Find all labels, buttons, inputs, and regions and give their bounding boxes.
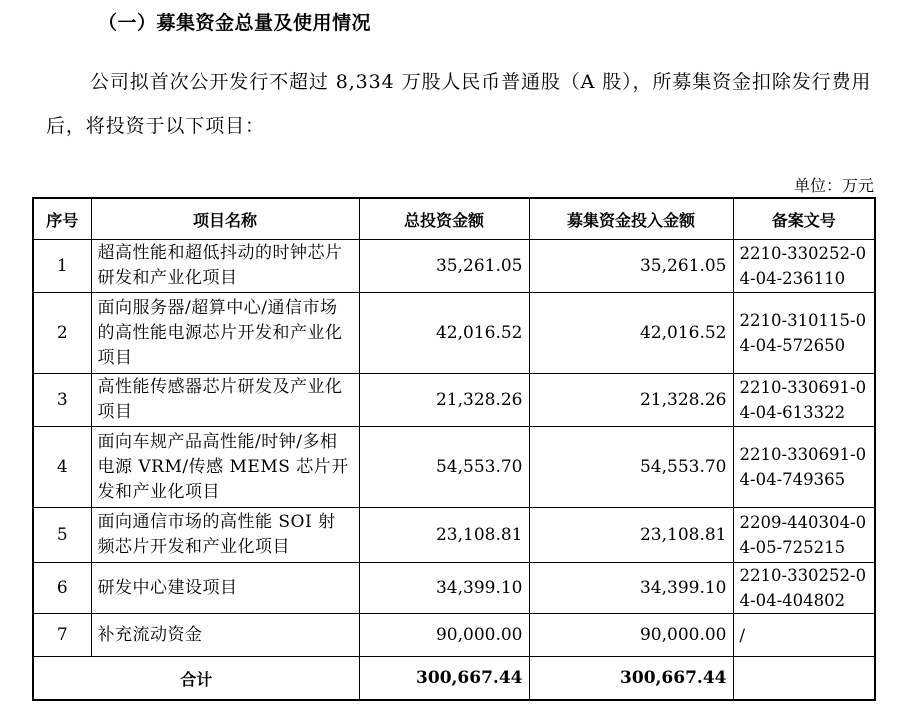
row-no: 5 [33, 508, 91, 563]
row-raised: 35,261.05 [529, 240, 733, 293]
row-raised: 54,553.70 [529, 427, 733, 508]
row-filing-number: 2209-440304-04-05-725215 [733, 508, 875, 563]
row-filing-number: 2210-330252-04-04-236110 [733, 240, 875, 293]
row-no: 2 [33, 293, 91, 374]
table-row [33, 240, 875, 293]
row-filing-number: 2210-330691-04-04-613322 [733, 374, 875, 427]
fund-usage-table [32, 197, 876, 701]
row-project-name: 补充流动资金 [91, 614, 359, 657]
row-total: 21,328.26 [359, 374, 529, 427]
total-filing-number [733, 657, 875, 701]
row-raised: 42,016.52 [529, 293, 733, 374]
total-label: 合计 [33, 657, 359, 701]
section-heading: （一）募集资金总量及使用情况 [98, 12, 372, 34]
total-investment-sum: 300,667.44 [359, 657, 529, 701]
row-total: 35,261.05 [359, 240, 529, 293]
row-filing-number: / [733, 614, 875, 657]
header-raised-investment: 募集资金投入金额 [529, 198, 733, 240]
row-total: 34,399.10 [359, 563, 529, 614]
table-row [33, 293, 875, 374]
table-row [33, 563, 875, 614]
row-no: 6 [33, 563, 91, 614]
row-project-name: 面向服务器/超算中心/通信市场的高性能电源芯片开发和产业化项目 [91, 293, 359, 374]
header-no: 序号 [33, 198, 91, 240]
row-project-name: 超高性能和超低抖动的时钟芯片研发和产业化项目 [91, 240, 359, 293]
header-total-investment: 总投资金额 [359, 198, 529, 240]
row-total: 54,553.70 [359, 427, 529, 508]
row-filing-number: 2210-310115-04-04-572650 [733, 293, 875, 374]
row-filing-number: 2210-330252-04-04-404802 [733, 563, 875, 614]
row-raised: 34,399.10 [529, 563, 733, 614]
row-total: 23,108.81 [359, 508, 529, 563]
header-filing-number: 备案文号 [733, 198, 875, 240]
row-no: 3 [33, 374, 91, 427]
table-row [33, 614, 875, 657]
table-row [33, 374, 875, 427]
intro-paragraph: 公司拟首次公开发行不超过 8,334 万股人民币普通股（A 股），所募集资金扣除发行费用后，将投资于以下项目： [46, 71, 872, 137]
row-project-name: 面向通信市场的高性能 SOI 射频芯片开发和产业化项目 [91, 508, 359, 563]
row-project-name: 研发中心建设项目 [91, 563, 359, 614]
row-no: 7 [33, 614, 91, 657]
unit-label: 单位：万元 [793, 176, 874, 195]
row-raised: 21,328.26 [529, 374, 733, 427]
row-project-name: 高性能传感器芯片研发及产业化项目 [91, 374, 359, 427]
row-no: 1 [33, 240, 91, 293]
row-total: 42,016.52 [359, 293, 529, 374]
row-raised: 90,000.00 [529, 614, 733, 657]
table-row [33, 427, 875, 508]
table-total-row [33, 657, 875, 701]
row-filing-number: 2210-330691-04-04-749365 [733, 427, 875, 508]
header-project-name: 项目名称 [91, 198, 359, 240]
row-raised: 23,108.81 [529, 508, 733, 563]
total-raised-sum: 300,667.44 [529, 657, 733, 701]
table-header-row [33, 198, 875, 240]
table-row [33, 508, 875, 563]
row-no: 4 [33, 427, 91, 508]
row-total: 90,000.00 [359, 614, 529, 657]
row-project-name: 面向车规产品高性能/时钟/多相电源 VRM/传感 MEMS 芯片开发和产业化项目 [91, 427, 359, 508]
